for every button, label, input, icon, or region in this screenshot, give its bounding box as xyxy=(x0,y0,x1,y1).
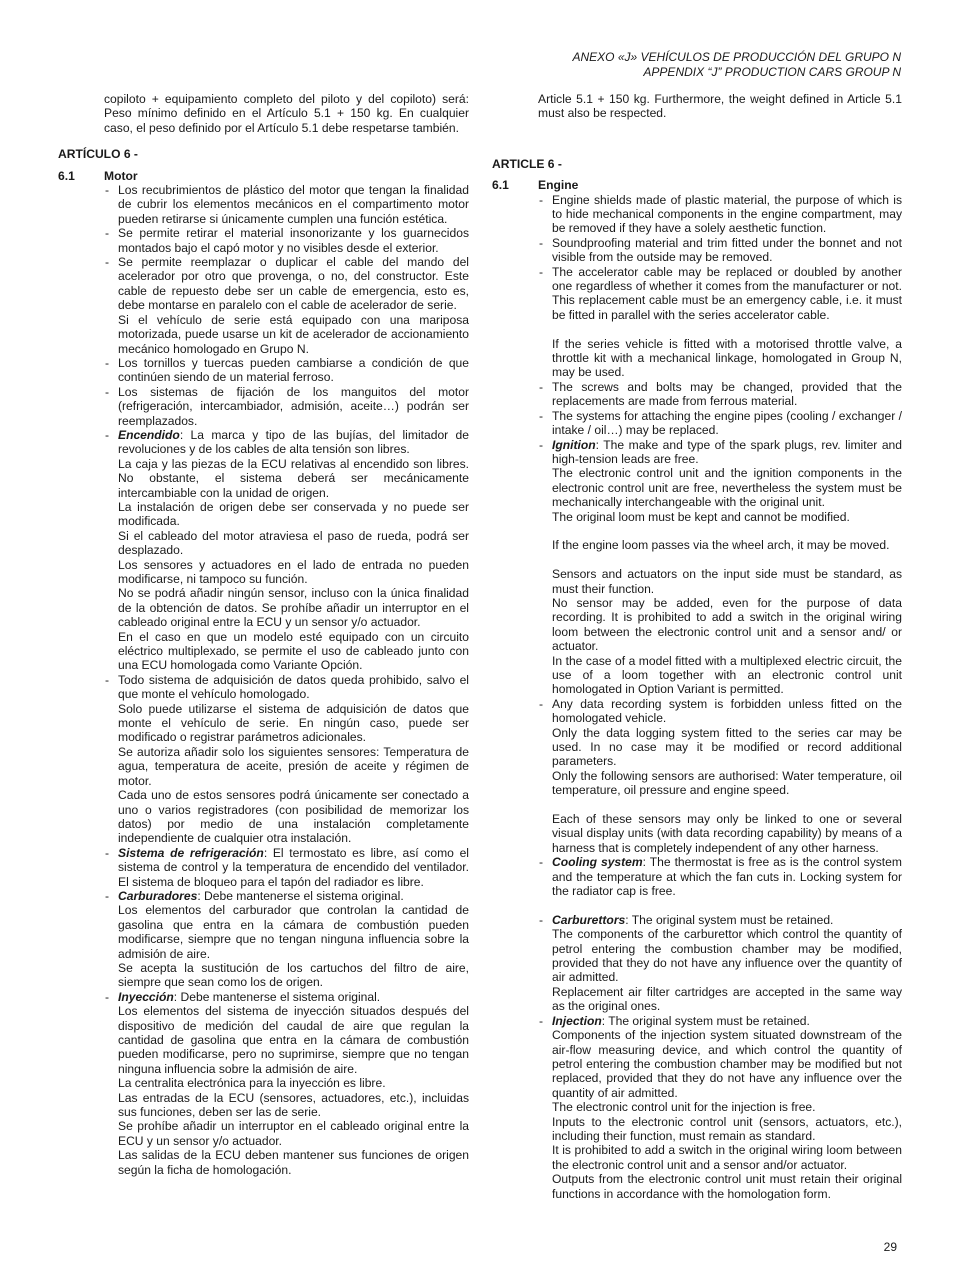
list-item xyxy=(118,846,469,889)
intro-paragraph: Article 5.1 + 150 kg. Furthermore, the weight defined in Article 5.1 must also be respected. xyxy=(538,92,902,121)
spacer xyxy=(552,524,902,538)
intro-paragraph: copiloto + equipamiento completo del piloto y del copiloto) será: Peso mínimo definido en el Artículo 5.1 + 150 kg. En cualquier caso, el peso definido por el Artículo 5.1 debe respetarse también. xyxy=(104,92,469,135)
paragraph: If the series vehicle is fitted with a motorised throttle valve, a throttle kit with a mechanical linkage, homologated in Group N, may be used. xyxy=(552,336,902,380)
rule-list xyxy=(492,193,902,1201)
spacer xyxy=(552,553,902,567)
section-title: Motor xyxy=(104,168,138,183)
paragraph xyxy=(552,438,902,467)
paragraph: Si el cableado del motor atraviesa el paso de rueda, podrá ser desplazado. xyxy=(118,528,469,558)
spacer xyxy=(552,798,902,812)
item-label: Inyección xyxy=(118,989,174,1004)
list-item xyxy=(118,356,469,385)
item-label: Ignition xyxy=(552,437,596,452)
list-item xyxy=(118,673,469,846)
paragraph: Los sistemas de fijación de los manguitos del motor (refrigeración, intercambiador, admisión, aceite…) podrán ser reemplazados. xyxy=(118,384,469,428)
list-item xyxy=(118,226,469,255)
list-item xyxy=(552,1014,902,1201)
paragraph: Outputs from the electronic control unit must retain their original functions in accordance with the homologation form. xyxy=(552,1172,902,1201)
paragraph: No se podrá añadir ningún sensor, incluso con la única finalidad de la obtención de datos. Se prohíbe añadir un interruptor en el cableado original entre la ECU y un sensor y/o actuador. xyxy=(118,586,469,630)
section-number: 6.1 xyxy=(58,168,75,183)
paragraph: Soundproofing material and trim fitted under the bonnet and not visible from the outside may be removed. xyxy=(552,235,902,265)
item-text: : El termostato es libre, así como el sistema de control y la temperatura de encendido del ventilador. El sistema de bloqueo para el tapón del radiador es libre. xyxy=(118,845,469,889)
paragraph: In the case of a model fitted with a multiplexed electric circuit, the use of a loom together with an electronic control unit homologated in Option Variant is permitted. xyxy=(552,653,902,697)
paragraph: Los elementos del sistema de inyección situados después del dispositivo de medición del caudal de aire que regulan la cantidad de gasolina que entra en la cámara de combustión pueden modificarse, pero no suprimirse, siempre que no tengan ninguna influencia sobre la admisión de aire. xyxy=(118,1004,469,1076)
rule-list xyxy=(58,183,469,1177)
list-item xyxy=(118,990,469,1177)
paragraph: Cada uno de estos sensores podrá únicamente ser conectado a uno o varios registradores (con posibilidad de memorizar los datos) por medio de una instalación completamente independiente de cualquier otra instalación. xyxy=(118,788,469,846)
paragraph: If the engine loom passes via the wheel arch, it may be moved. xyxy=(552,538,890,553)
paragraph: - Todo sistema de adquisición de datos queda prohibido, salvo el que monte el vehículo homologado. xyxy=(118,672,469,702)
item-label: Injection xyxy=(552,1013,602,1028)
paragraph: No sensor may be added, even for the purpose of data recording. It is prohibited to add a switch in the original wiring loom between the electronic control unit and a sensor and/ or actuator. xyxy=(552,595,902,654)
paragraph: The original loom must be kept and cannot be modified. xyxy=(552,509,850,524)
paragraph: Inputs to the electronic control unit (sensors, actuators, etc.), including their function, must remain as standard. xyxy=(552,1114,902,1143)
paragraph: Engine shields made of plastic material, the purpose of which is to hide mechanical components in the engine compartment, may be removed if they have a solely aesthetic function. xyxy=(552,192,902,236)
list-item xyxy=(552,438,902,697)
paragraph: - Any data recording system is forbidden unless fitted on the homologated vehicle. xyxy=(552,696,902,726)
list-item xyxy=(552,697,902,855)
paragraph: La instalación de origen debe ser conservada y no puede ser modificada. xyxy=(118,499,469,529)
item-text: : Debe mantenerse el sistema original. xyxy=(173,989,381,1004)
paragraph: Se autoriza añadir solo los siguientes sensores: Temperatura de agua, temperatura de aceite, presión de aceite y régimen de motor. xyxy=(118,744,469,788)
paragraph: - Se permite reemplazar o duplicar el cable del mando del acelerador por otro que provenga, o no, del constructor. Este cable de repuesto debe ser un cable de emergencia, esto es, debe montarse en paralelo con el cable de acelerador de serie. xyxy=(118,255,469,313)
item-text: : The original system must be retained. xyxy=(625,912,834,927)
paragraph xyxy=(118,889,469,903)
paragraph xyxy=(552,1014,902,1028)
paragraph: Las salidas de la ECU deben mantener sus funciones de origen según la ficha de homologación. xyxy=(118,1148,469,1177)
running-header xyxy=(572,50,901,80)
list-item xyxy=(118,255,469,356)
paragraph: Los tornillos y tuercas pueden cambiarse a condición de que continúen siendo de un material ferroso. xyxy=(118,355,469,385)
paragraph: The electronic control unit and the ignition components in the electronic control unit are free, nevertheless the system must be mechanically interchangeable with the original unit. xyxy=(552,466,902,510)
item-label: Cooling system xyxy=(552,855,643,870)
paragraph: En el caso en que un modelo esté equipado con un circuito eléctrico multiplexado, se permite el uso de cableado junto con una ECU homologada como Variante Opción. xyxy=(118,629,469,673)
list-item xyxy=(118,183,469,226)
section-heading xyxy=(58,169,469,183)
item-text: : La marca y tipo de las bujías, del limitador de revoluciones y de los cables de alta tensión son libres. xyxy=(118,427,469,457)
paragraph: Components of the injection system situated downstream of the air-flow measuring device, and which control the quantity of petrol entering the combustion chamber may be modified but not replaced, provided that they do not have any influence over the quantity of air admitted. xyxy=(552,1028,902,1100)
article-heading: ARTÍCULO 6 - xyxy=(58,147,138,162)
paragraph: It is prohibited to add a switch in the original wiring loom between the electronic control unit and a sensor and/or actuator. xyxy=(552,1143,902,1172)
paragraph: - The accelerator cable may be replaced or doubled by another one regardless of whether it comes from the manufacturer or not. This replacement cable must be an emergency cable, i.e. it must be fitted in parallel with the series accelerator cable. xyxy=(552,264,902,322)
item-label: Encendido xyxy=(118,427,180,442)
paragraph: Sensors and actuators on the input side must be standard, as must their function. xyxy=(552,567,902,596)
section-title: Engine xyxy=(538,178,579,193)
list-item xyxy=(552,409,902,438)
list-item xyxy=(118,385,469,428)
paragraph xyxy=(118,990,469,1004)
paragraph: Replacement air filter cartridges are accepted in the same way as the original ones. xyxy=(552,984,902,1014)
paragraph: Se acepta la sustitución de los cartuchos del filtro de aire, siempre que sean como los de origen. xyxy=(118,960,469,990)
list-item xyxy=(552,236,902,265)
list-item xyxy=(552,193,902,236)
paragraph: Los sensores y actuadores en el lado de entrada no pueden modificarse, ni tampoco su función. xyxy=(118,557,469,586)
list-item xyxy=(118,428,469,673)
item-text: : The make and type of the spark plugs, rev. limiter and high-tension leads are free. xyxy=(552,437,902,466)
item-label: Sistema de refrigeración xyxy=(118,845,264,860)
paragraph: Se prohíbe añadir un interruptor en el cableado original entre la ECU y un sensor y/o actuador. xyxy=(118,1119,469,1148)
paragraph xyxy=(552,913,902,927)
section-heading xyxy=(492,178,902,192)
article-heading: ARTICLE 6 - xyxy=(492,156,562,171)
paragraph: La caja y las piezas de la ECU relativas al encendido son libres. No obstante, el sistema deberá ser mecánicamente intercambiable con la unidad de origen. xyxy=(118,456,469,500)
item-text: : The original system must be retained. xyxy=(601,1013,810,1028)
paragraph: The electronic control unit for the injection is free. xyxy=(552,1100,816,1115)
list-item xyxy=(552,265,902,380)
page-number: 29 xyxy=(883,1240,897,1254)
paragraph: Se permite retirar el material insonorizante y los guarnecidos montados bajo el capó motor y no visibles desde el exterior. xyxy=(118,226,469,255)
spacer xyxy=(552,898,902,912)
spacer xyxy=(552,322,902,336)
paragraph: Only the data logging system fitted to the series car may be used. In no case may it be modified or record additional parameters. xyxy=(552,725,902,769)
paragraph xyxy=(552,855,902,898)
section-number: 6.1 xyxy=(492,178,509,193)
paragraph: Solo puede utilizarse el sistema de adquisición de datos que monte el vehículo de serie. En ningún caso, puede ser modificado o registrar parámetros adicionales. xyxy=(118,701,469,745)
list-item xyxy=(118,889,469,990)
paragraph: Las entradas de la ECU (sensores, actuadores, etc.), incluidas sus funciones, deben ser las de serie. xyxy=(118,1090,469,1120)
list-item xyxy=(552,855,902,913)
paragraph: Los elementos del carburador que controlan la cantidad de gasolina que entra en la cámara de combustión pueden modificarse, siempre que no tengan ninguna influencia sobre la admisión de aire. xyxy=(118,903,469,961)
paragraph: Los recubrimientos de plástico del motor que tengan la finalidad de cubrir los elementos mecánicos en el compartimento motor pueden retirarse si únicamente cumplen una función estética. xyxy=(118,183,469,226)
paragraph xyxy=(118,428,469,457)
header-line-en: APPENDIX “J” PRODUCTION CARS GROUP N xyxy=(643,65,901,79)
item-text: : The thermostat is free as is the control system and the temperature at which the fan cuts in. Locking system for the radiator cap is free. xyxy=(552,855,902,899)
item-label: Carburettors xyxy=(552,912,626,927)
paragraph: La centralita electrónica para la inyección es libre. xyxy=(118,1076,386,1091)
item-label: Carburadores xyxy=(118,888,198,903)
paragraph: Only the following sensors are authorised: Water temperature, oil temperature, oil pressure and engine speed. xyxy=(552,768,902,798)
list-item xyxy=(552,380,902,409)
paragraph: The components of the carburettor which control the quantity of petrol entering the combustion chamber may be modified, provided that they do not have any influence over the quantity of air admitted. xyxy=(552,927,902,985)
list-item xyxy=(552,913,902,1014)
paragraph: Si el vehículo de serie está equipado con una mariposa motorizada, puede usarse un kit de acelerador de accionamiento mecánico homologado en Grupo N. xyxy=(118,312,469,356)
spanish-column xyxy=(58,92,469,1177)
paragraph: The screws and bolts may be changed, provided that the replacements are made from ferrous material. xyxy=(552,379,902,409)
item-text: : Debe mantenerse el sistema original. xyxy=(197,888,404,903)
header-line-es: ANEXO «J» VEHÍCULOS DE PRODUCCIÓN DEL GRUPO N xyxy=(572,50,901,64)
paragraph: Each of these sensors may only be linked to one or several visual display units (with data recording capability) by means of a harness that is completely independent of any other harness. xyxy=(552,812,902,855)
english-column xyxy=(492,92,902,1201)
paragraph: The systems for attaching the engine pipes (cooling / exchanger / intake / oil…) may be replaced. xyxy=(552,408,902,438)
